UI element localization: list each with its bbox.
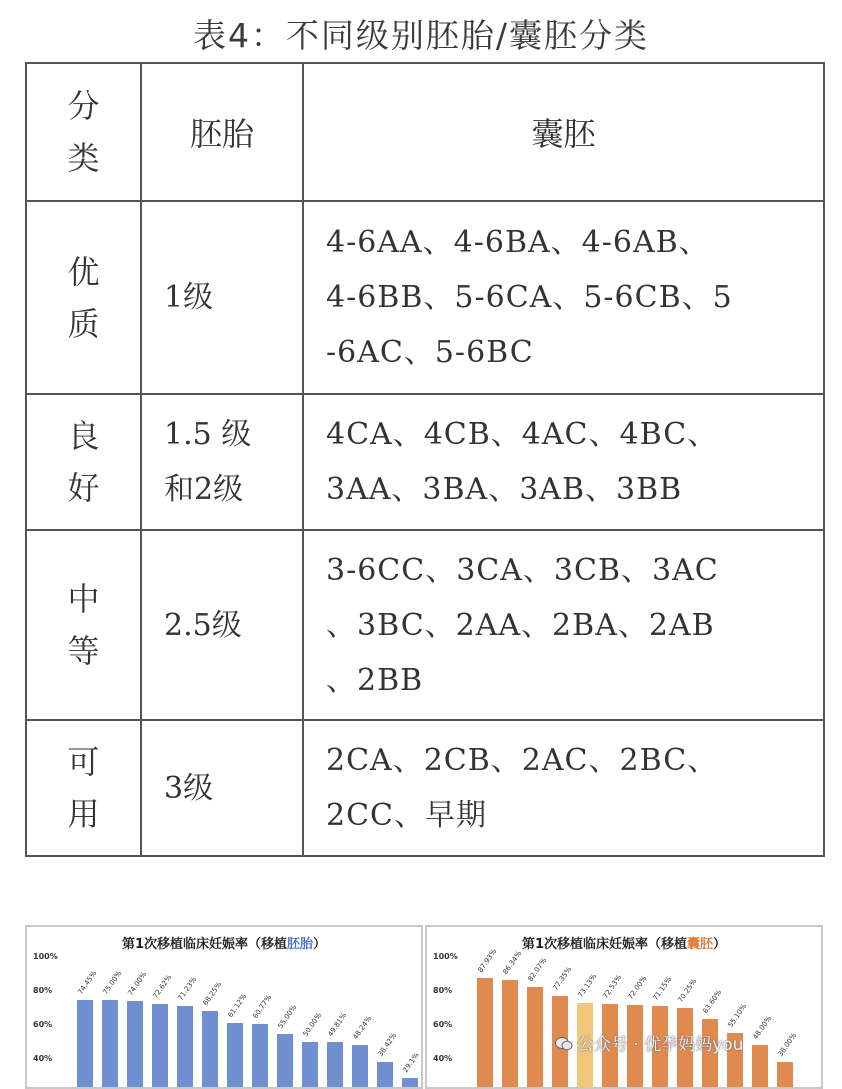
- blastocyst-grade-cell: 2CA、2CB、2AC、2BC、 2CC、早期: [303, 720, 824, 856]
- header-blastocyst: 囊胚: [303, 63, 824, 201]
- bar-value-label: 72.53%: [601, 973, 623, 999]
- y-tick-label: 40%: [33, 1054, 52, 1063]
- blastocyst-grade-cell: 3-6CC、3CA、3CB、3AC 、3BC、2AA、2BA、2AB 、2BB: [303, 530, 824, 720]
- bar: [77, 1000, 93, 1089]
- bar-value-label: 82.07%: [526, 957, 548, 983]
- bar-value-label: 38.42%: [376, 1031, 398, 1057]
- bar: [402, 1078, 418, 1089]
- bar-value-label: 72.00%: [626, 974, 648, 1000]
- blastocyst-grade-cell: 4CA、4CB、4AC、4BC、 3AA、3BA、3AB、3BB: [303, 394, 824, 530]
- y-tick-label: 80%: [33, 986, 52, 995]
- bar: [327, 1042, 343, 1089]
- bar-value-label: 48.00%: [751, 1015, 773, 1041]
- bar-value-label: 55.00%: [276, 1003, 298, 1029]
- watermark: 公众号 · 优孕妈妈you: [555, 1030, 743, 1055]
- bar-value-label: 55.10%: [726, 1003, 748, 1029]
- bar-value-label: 68.25%: [201, 981, 223, 1007]
- bar-value-label: 74.00%: [126, 971, 148, 997]
- bar: [502, 980, 518, 1089]
- bar: [252, 1024, 268, 1089]
- bar: [777, 1062, 793, 1089]
- bar-value-label: 86.34%: [501, 950, 523, 976]
- embryo-grade-cell: 1级: [141, 201, 303, 394]
- bar-value-label: 77.35%: [551, 965, 573, 991]
- bar-value-label: 50.00%: [301, 1012, 323, 1038]
- category-cell: 良 好: [26, 394, 141, 530]
- chart-title: 第1次移植临床妊娠率（移植囊胚）: [427, 933, 821, 952]
- embryo-grade-cell: 1.5 级 和2级: [141, 394, 303, 530]
- bar: [352, 1045, 368, 1089]
- chart-title: 第1次移植临床妊娠率（移植胚胎）: [27, 933, 421, 952]
- table-row: [26, 530, 824, 720]
- bar-value-label: 29.1%: [401, 1051, 420, 1074]
- blastocyst-grade-cell: 4-6AA、4-6BA、4-6AB、 4-6BB、5-6CA、5-6CB、5 -6AC、5-6BC: [303, 201, 824, 394]
- bar-value-label: 87.93%: [476, 947, 498, 973]
- bar-value-label: 72.62%: [151, 973, 173, 999]
- y-tick-label: 40%: [433, 1054, 452, 1063]
- category-cell: 中 等: [26, 530, 141, 720]
- header-embryo: 胚胎: [141, 63, 303, 201]
- bar-value-label: 49.81%: [326, 1012, 348, 1038]
- y-tick-label: 60%: [33, 1020, 52, 1029]
- bar-value-label: 70.25%: [676, 977, 698, 1003]
- bar-value-label: 71.23%: [176, 975, 198, 1001]
- category-cell: 可 用: [26, 720, 141, 856]
- grade-table: [25, 62, 825, 857]
- bar-value-label: 71.15%: [651, 976, 673, 1002]
- bar: [752, 1045, 768, 1089]
- bar: [527, 987, 543, 1089]
- y-tick-label: 80%: [433, 986, 452, 995]
- bar: [202, 1011, 218, 1089]
- embryo-grade-cell: 2.5级: [141, 530, 303, 720]
- header-category: 分 类: [26, 63, 141, 201]
- bar-value-label: 48.24%: [351, 1015, 373, 1041]
- category-cell: 优 质: [26, 201, 141, 394]
- y-tick-label: 100%: [33, 952, 58, 961]
- bar-value-label: 73.13%: [576, 972, 598, 998]
- embryo-grade-cell: 3级: [141, 720, 303, 856]
- chat-bubble-icon: [555, 1037, 573, 1051]
- embryo-pregnancy-chart: [25, 925, 423, 1089]
- table-title: 表4：不同级别胚胎/囊胚分类: [0, 10, 842, 57]
- bar-value-label: 38.00%: [776, 1032, 798, 1058]
- bar: [227, 1023, 243, 1089]
- y-tick-label: 60%: [433, 1020, 452, 1029]
- bar: [377, 1062, 393, 1089]
- bar: [302, 1042, 318, 1089]
- y-tick-label: 100%: [433, 952, 458, 961]
- bar-value-label: 74.45%: [76, 970, 98, 996]
- bar-value-label: 63.60%: [701, 988, 723, 1014]
- bar: [127, 1001, 143, 1089]
- bar: [152, 1004, 168, 1089]
- table-row: [26, 394, 824, 530]
- bar: [477, 978, 493, 1089]
- table-row: [26, 201, 824, 394]
- blastocyst-pregnancy-chart: [425, 925, 823, 1089]
- bar: [277, 1034, 293, 1089]
- bar-value-label: 75.00%: [101, 969, 123, 995]
- table-header-row: [26, 63, 824, 201]
- bar: [102, 1000, 118, 1089]
- bar-value-label: 60.77%: [251, 993, 273, 1019]
- table-row: [26, 720, 824, 856]
- bar-value-label: 61.12%: [226, 993, 248, 1019]
